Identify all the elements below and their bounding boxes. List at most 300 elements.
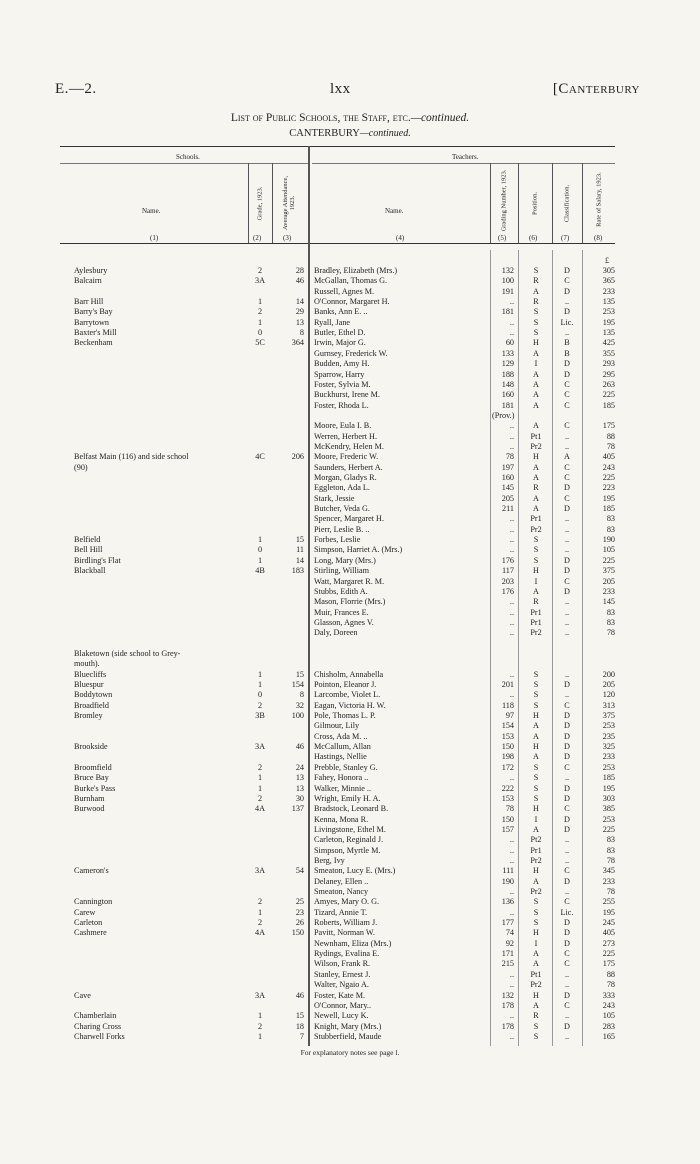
school-grade: 1: [257, 317, 263, 327]
page-title: [0, 112, 700, 124]
colnum: (1): [150, 234, 159, 242]
school-name: Barrytown: [74, 317, 110, 327]
school-name: Blackball: [74, 566, 106, 576]
table-row: [0, 504, 700, 514]
school-grade: 3A: [254, 990, 265, 1000]
teacher-name: McKendry, Helen M.: [314, 441, 384, 451]
school-attendance: 11: [296, 545, 304, 555]
teacher-name: O'Connor, Margaret H.: [314, 297, 390, 307]
classification: ..: [564, 628, 570, 638]
position: S: [533, 1031, 539, 1041]
grading-number: 201: [501, 680, 514, 689]
school-name: Blaketown (side school to Grey-: [74, 648, 181, 658]
table-row: [0, 359, 700, 369]
salary: 273: [602, 938, 615, 948]
salary: 355: [602, 348, 615, 358]
teacher-name: Pierr, Leslie B. ..: [314, 524, 370, 534]
school-grade: 1: [257, 1011, 263, 1021]
teacher-name: Newell, Lucy K.: [314, 1011, 369, 1021]
classification: D: [564, 783, 570, 793]
colnum: (6): [529, 234, 538, 242]
school-attendance: 15: [295, 535, 304, 545]
position: A: [533, 752, 539, 762]
classification: C: [564, 390, 570, 400]
salary: 405: [602, 928, 615, 938]
classification: C: [564, 949, 570, 959]
teacher-name: Watt, Margaret R. M.: [314, 576, 385, 586]
teacher-name: Daly, Doreen: [314, 628, 358, 638]
table-row: [0, 338, 700, 348]
teacher-name: Smeaton, Lucy E. (Mrs.): [314, 866, 396, 876]
classification: D: [564, 793, 570, 803]
table-row: [0, 276, 700, 286]
grading-number: 222: [501, 783, 514, 793]
table-row: [0, 1032, 700, 1042]
school-name: Cameron's: [74, 866, 109, 876]
school-name: Belfast Main (116) and side school: [74, 452, 189, 462]
table-row: [0, 483, 700, 493]
position: S: [533, 669, 539, 679]
classification: ..: [564, 690, 570, 700]
position: R: [533, 276, 539, 286]
teacher-name: Saunders, Herbert A.: [314, 462, 383, 472]
salary: 303: [602, 793, 615, 803]
school-attendance: 206: [291, 452, 304, 462]
position: H: [533, 866, 539, 876]
teacher-name: Foster, Sylvia M.: [314, 379, 371, 389]
grading-number: 176: [501, 555, 514, 565]
grading-number: 92: [505, 938, 514, 948]
teacher-name: Werren, Herbert H.: [314, 431, 377, 441]
classification: D: [564, 504, 570, 514]
teacher-name: Glasson, Agnes V.: [314, 617, 374, 627]
salary: 365: [602, 276, 615, 286]
teacher-name: Eagan, Victoria H. W.: [314, 700, 386, 710]
salary: 243: [602, 1000, 615, 1010]
schools-group-rule: [60, 163, 308, 164]
table-row: [0, 1022, 700, 1032]
grading-number: 129: [501, 359, 514, 369]
classification: D: [564, 711, 570, 721]
classification: D: [564, 266, 570, 275]
classification: C: [564, 379, 570, 389]
grading-number: 150: [501, 742, 514, 752]
teacher-name: O'Connor, Mary..: [314, 1000, 372, 1010]
grading-number: 60: [505, 338, 514, 348]
classification: C: [564, 493, 570, 503]
school-name: (90): [74, 462, 88, 472]
table-row: [0, 991, 700, 1001]
table-row: [0, 577, 700, 587]
grading-number: 215: [501, 959, 514, 969]
classification: C: [564, 959, 570, 969]
classification: D: [564, 286, 570, 296]
teacher-name: Ryall, Jane: [314, 317, 351, 327]
school-attendance: 30: [295, 793, 304, 803]
position: S: [533, 897, 539, 907]
position: I: [534, 359, 538, 369]
position: S: [533, 773, 539, 783]
teacher-name: Russell, Agnes M.: [314, 286, 375, 296]
school-name: Bromley: [74, 711, 103, 721]
grading-number: ..: [509, 524, 514, 534]
classification: D: [564, 555, 570, 565]
position: H: [533, 928, 539, 938]
footnote: For explanatory notes see page l.: [300, 1048, 400, 1057]
table-row: [0, 949, 700, 959]
teacher-name: Budden, Amy H.: [314, 359, 370, 369]
classification: ..: [564, 669, 570, 679]
col-divider: [248, 163, 249, 243]
grading-number: 153: [501, 731, 514, 741]
table-row: [0, 887, 700, 897]
grading-number: 181: [501, 307, 514, 317]
salary: 225: [602, 949, 615, 959]
school-name: Burke's Pass: [74, 783, 116, 793]
grading-number: 100: [501, 276, 514, 286]
school-name: Cannington: [74, 897, 113, 907]
classification: D: [564, 928, 570, 938]
school-attendance: 13: [295, 317, 304, 327]
table-row: [0, 587, 700, 597]
school-grade: 2: [257, 897, 263, 907]
grading-number: ..: [509, 431, 514, 441]
school-grade: 2: [257, 307, 263, 317]
classification: C: [564, 762, 570, 772]
classification: ..: [564, 1031, 570, 1041]
classification: D: [564, 307, 570, 317]
grading-number: 132: [501, 990, 514, 1000]
teacher-name: Chisholm, Annabella: [314, 669, 384, 679]
grading-number: 117: [502, 566, 514, 576]
classification: ..: [564, 980, 570, 990]
position: Pr2: [530, 441, 542, 451]
salary: 243: [602, 462, 615, 472]
position: Pt2: [530, 835, 542, 845]
classification: Lic.: [560, 317, 574, 327]
position: S: [533, 907, 539, 917]
col-classification: Classification.: [563, 184, 571, 223]
school-grade: 4A: [254, 928, 265, 938]
classification: C: [564, 897, 570, 907]
table-row: [0, 815, 700, 825]
title-main: List of Public Schools, the Staff, etc.: [230, 112, 411, 124]
table-row: [0, 401, 700, 411]
table-top-rule: [60, 146, 615, 147]
grading-number: 211: [502, 504, 514, 514]
position: A: [533, 390, 539, 400]
salary: 253: [602, 307, 615, 317]
table-row: [0, 380, 700, 390]
classification: ..: [564, 773, 570, 783]
grading-number: ..: [509, 607, 514, 617]
teacher-name: Stirling, William: [314, 566, 370, 576]
grading-number: ..: [509, 628, 514, 638]
position: A: [533, 473, 539, 482]
salary: 225: [602, 473, 615, 482]
classification: ..: [564, 431, 570, 441]
classification: ..: [564, 969, 570, 979]
salary: 233: [602, 286, 615, 296]
grading-number: 150: [501, 814, 514, 824]
school-grade: 2: [257, 1021, 263, 1031]
salary: 205: [602, 680, 615, 689]
school-name: Boddytown: [74, 690, 113, 700]
salary: 283: [602, 1021, 615, 1031]
table-row: [0, 432, 700, 442]
teacher-name: Forbes, Leslie: [314, 535, 361, 545]
grading-number: 133: [501, 348, 514, 358]
table-row: [0, 297, 700, 307]
teacher-name: Irwin, Major G.: [314, 338, 366, 348]
position: R: [533, 483, 539, 493]
table-row: [0, 608, 700, 618]
teacher-name: Butler, Ethel D.: [314, 328, 366, 338]
classification: C: [564, 576, 570, 586]
grading-number: ..: [509, 969, 514, 979]
grading-number: 205: [501, 493, 514, 503]
school-attendance: 28: [295, 266, 304, 275]
school-grade: 2: [257, 266, 263, 275]
classification: D: [564, 824, 570, 834]
salary: 78: [606, 855, 615, 865]
position: Pr2: [530, 887, 542, 896]
classification: C: [564, 473, 570, 482]
colnum: (2): [253, 234, 262, 242]
position: S: [533, 762, 539, 772]
grading-number: 111: [502, 866, 514, 876]
teacher-name: Roberts, William J.: [314, 918, 378, 928]
salary: 120: [602, 690, 615, 700]
col-position: Position.: [531, 192, 539, 215]
salary: 78: [606, 887, 615, 896]
school-name: Barry's Bay: [74, 307, 113, 317]
salary: 135: [602, 297, 615, 307]
grading-number: ..: [509, 845, 514, 855]
school-name: Cave: [74, 990, 91, 1000]
school-attendance: 13: [295, 783, 304, 793]
classification: C: [564, 804, 570, 814]
school-name: Chamberlain: [74, 1011, 117, 1021]
school-attendance: 26: [295, 918, 304, 928]
position: A: [533, 462, 539, 472]
salary: 175: [602, 421, 615, 431]
school-attendance: 150: [291, 928, 304, 938]
classification: ..: [564, 514, 570, 524]
school-name: Charing Cross: [74, 1021, 122, 1031]
teacher-name: McGallan, Thomas G.: [314, 276, 388, 286]
col-salary: Rate of Salary, 1923.: [595, 172, 603, 227]
grading-number: 172: [501, 762, 514, 772]
grading-number: ..: [509, 1011, 514, 1021]
table-row: [0, 514, 700, 524]
salary: 295: [602, 369, 615, 379]
classification: C: [564, 700, 570, 710]
school-name: Belfield: [74, 535, 101, 545]
salary: 78: [606, 628, 615, 638]
classification: D: [564, 1021, 570, 1031]
teacher-name: Prebble, Stanley G.: [314, 762, 378, 772]
table-row: [0, 618, 700, 628]
salary: 385: [602, 804, 615, 814]
table-row: [0, 628, 700, 638]
school-attendance: 46: [295, 276, 304, 286]
teacher-name: Cross, Ada M. ..: [314, 731, 368, 741]
table-row: [0, 680, 700, 690]
school-grade: 2: [257, 793, 263, 803]
teacher-name: Stanley, Ernest J.: [314, 969, 371, 979]
grading-number: 157: [501, 824, 514, 834]
table-row: [0, 835, 700, 845]
position: Pt1: [530, 431, 542, 441]
classification: ..: [564, 1011, 570, 1021]
position: H: [533, 452, 539, 462]
teacher-name: Bradley, Elizabeth (Mrs.): [314, 266, 398, 275]
grading-number: (Prov.): [492, 410, 515, 420]
school-grade: 3B: [255, 711, 265, 721]
table-row: [0, 908, 700, 918]
table-row: [0, 804, 700, 814]
position: S: [533, 555, 539, 565]
grading-number: 78: [505, 452, 514, 462]
group-schools: Schools.: [176, 153, 200, 161]
school-name: Carew: [74, 907, 96, 917]
school-name: Aylesbury: [74, 266, 108, 275]
position: S: [533, 793, 539, 803]
salary: 375: [602, 566, 615, 576]
school-grade: 1: [257, 1031, 263, 1041]
position: S: [533, 307, 539, 317]
table-row: [0, 742, 700, 752]
school-attendance: 24: [295, 762, 304, 772]
teacher-name: Stark, Jessie: [314, 493, 355, 503]
salary: 313: [602, 700, 615, 710]
salary: 375: [602, 711, 615, 721]
table-row: [0, 597, 700, 607]
salary: 325: [602, 742, 615, 752]
table-row: [0, 307, 700, 317]
table-row: [0, 287, 700, 297]
school-name: Burwood: [74, 804, 105, 814]
table-row: [0, 939, 700, 949]
school-attendance: 13: [295, 773, 304, 783]
position: A: [533, 586, 539, 596]
table-row: [0, 866, 700, 876]
school-grade: 4B: [255, 566, 265, 576]
table-row: [0, 535, 700, 545]
grading-number: 132: [501, 266, 514, 275]
teacher-name: Pavitt, Norman W.: [314, 928, 375, 938]
position: R: [533, 597, 539, 607]
school-name: Barr Hill: [74, 297, 104, 307]
position: S: [533, 680, 539, 689]
salary: 223: [602, 483, 615, 493]
classification: ..: [564, 524, 570, 534]
col-grade: Grade, 1923.: [256, 186, 264, 221]
position: H: [533, 990, 539, 1000]
teacher-name: Amyes, Mary O. G.: [314, 897, 380, 907]
teacher-name: Smeaton, Nancy: [314, 887, 369, 896]
grading-number: 177: [501, 918, 514, 928]
school-grade: 2: [257, 918, 263, 928]
position: H: [533, 338, 539, 348]
classification: ..: [564, 441, 570, 451]
classification: D: [564, 566, 570, 576]
table-row: [0, 959, 700, 969]
grading-number: ..: [509, 669, 514, 679]
salary: 425: [602, 338, 615, 348]
grading-number: ..: [509, 328, 514, 338]
school-grade: 1: [257, 535, 263, 545]
table-row: [0, 980, 700, 990]
position: A: [533, 379, 539, 389]
table-row: [0, 349, 700, 359]
classification: Lic.: [560, 907, 574, 917]
salary: 83: [606, 514, 615, 524]
grading-number: 97: [505, 711, 514, 721]
col-divider: [552, 163, 553, 243]
teacher-name: Stubbs, Edith A.: [314, 586, 368, 596]
salary: 195: [602, 907, 615, 917]
teacher-name: Mason, Florrie (Mrs.): [314, 597, 386, 607]
teacher-name: Livingstone, Ethel M.: [314, 824, 386, 834]
salary: 88: [606, 969, 615, 979]
classification: ..: [564, 597, 570, 607]
school-attendance: 7: [299, 1031, 304, 1041]
classification: ..: [564, 845, 570, 855]
teacher-name: Gurnsey, Frederick W.: [314, 348, 388, 358]
position: R: [533, 297, 539, 307]
classification: D: [564, 586, 570, 596]
classification: A: [564, 452, 570, 462]
salary: 245: [602, 918, 615, 928]
table-row: [0, 773, 700, 783]
table-row: [0, 473, 700, 483]
position: S: [533, 545, 539, 555]
subtitle-continued: —continued.: [359, 128, 411, 139]
classification: ..: [564, 545, 570, 555]
school-attendance: 183: [291, 566, 304, 576]
salary: 305: [602, 266, 615, 275]
table-row: [0, 370, 700, 380]
position: Pr2: [530, 524, 542, 534]
position: S: [533, 328, 539, 338]
col-teacher-name: Name.: [385, 207, 404, 215]
position: H: [533, 711, 539, 721]
table-row: [0, 970, 700, 980]
col-divider: [582, 163, 583, 243]
school-grade: 3A: [254, 866, 265, 876]
school-grade: 3A: [254, 276, 265, 286]
classification: ..: [564, 835, 570, 845]
table-row: [0, 411, 700, 421]
teacher-name: Simpson, Myrtle M.: [314, 845, 381, 855]
table-row: [0, 825, 700, 835]
teacher-name: Wright, Emily H. A.: [314, 793, 381, 803]
position: I: [534, 576, 538, 586]
header-page-number: lxx: [330, 81, 351, 97]
school-attendance: 23: [295, 907, 304, 917]
col-school-name: Name.: [142, 207, 161, 215]
table-row: [0, 390, 700, 400]
classification: ..: [564, 297, 570, 307]
teacher-name: Walker, Minnie ..: [314, 783, 371, 793]
classification: ..: [564, 328, 570, 338]
table-row: [0, 421, 700, 431]
salary: 105: [602, 1011, 615, 1021]
grading-number: ..: [509, 597, 514, 607]
salary: 263: [602, 379, 615, 389]
